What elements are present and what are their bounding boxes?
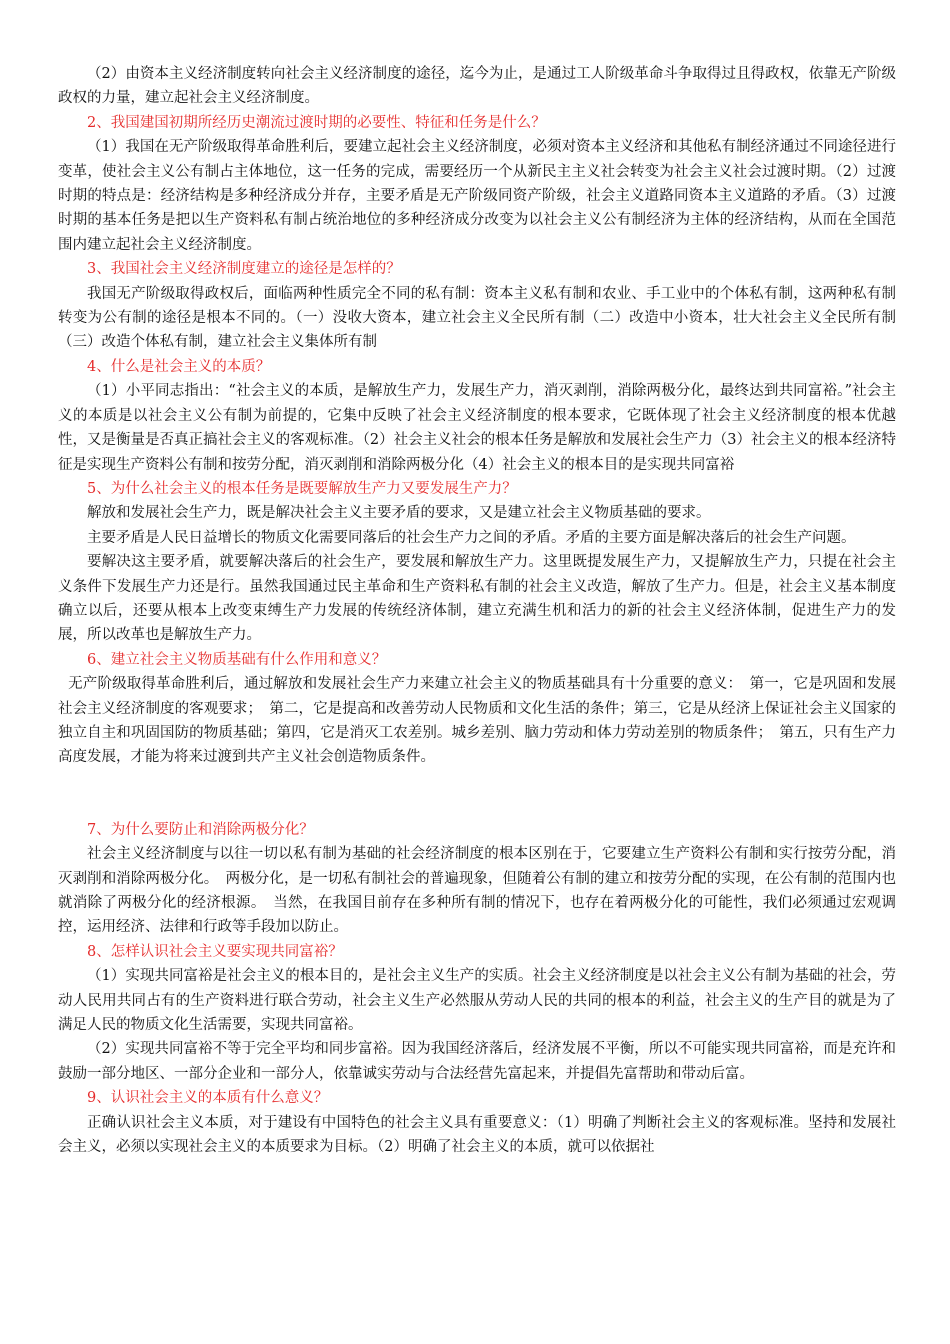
document-page [58,62,896,1159]
question-7-heading: 7、为什么要防止和消除两极分化？ [87,821,314,838]
question-4-answer: （1）小平同志指出：“社会主义的本质，是解放生产力，发展生产力，消灭剥削，消除两极分化，最终达到共同富裕。”社会主义的本质是以社会主义公有制为前提的，它集中反映了社会主义经济制度的根本要求，它既体现了社会主义经济制度的根本优越性，又是衡量是否真正搞社会主义的客观标准。（2）社会主义社会的根本任务是解放和发展社会生产力（3）社会主义的根本经济特征是实现生产资料公有制和按劳分配，消灭剥削和消除两极分化（4）社会主义的根本目的是实现共同富裕 [58,383,896,473]
question-6-heading: 6、建立社会主义物质基础有什么作用和意义？ [87,651,387,668]
question-6-answer: 无产阶级取得革命胜利后，通过解放和发展社会生产力来建立社会主义的物质基础具有十分重要的意义： 第一，它是巩固和发展社会主义经济制度的客观要求； 第二，它是提高和改善劳动人民物质和文化生活的条件；第三，它是从经济上保证社会主义国家的独立自主和巩固国防的物质基础；第四，它是消灭工农差别。城乡差别、脑力劳动和体力劳动差别的物质条件； 第五，只有生产力高度发展，才能为将来过渡到共产主义社会创造物质条件。 [58,676,896,766]
question-5-paragraph-1: 解放和发展社会生产力，既是解决社会主义主要矛盾的要求，又是建立社会主义物质基础的要求。 [87,505,711,522]
question-9-answer: 正确认识社会主义本质，对于建设有中国特色的社会主义具有重要意义：（1）明确了判断社会主义的客观标准。坚持和发展社会主义，必须以实现社会主义的本质要求为目标。（2）明确了社会主义的本质，就可以依据社 [58,1114,896,1156]
question-3-answer: 我国无产阶级取得政权后，面临两种性质完全不同的私有制：资本主义私有制和农业、手工业中的个体私有制，这两种私有制转变为公有制的途径是根本不同的。（一）没收大资本，建立社会主义全民所有制（二）改造中小资本，壮大社会主义全民所有制（三）改造个体私有制，建立社会主义集体所有制 [58,285,896,351]
blank-space [58,770,896,818]
question-2-heading: 2、我国建国初期所经历史潮流过渡时期的必要性、特征和任务是什么？ [87,114,546,131]
question-8-paragraph-1: （1）实现共同富裕是社会主义的根本目的，是社会主义生产的实质。社会主义经济制度是以社会主义公有制为基础的社会，劳动人民用共同占有的生产资料进行联合劳动，社会主义生产必然服从劳动人民的共同的根本的利益，社会主义的生产目的就是为了满足人民的物质文化生活需要，实现共同富裕。 [58,968,896,1034]
question-8-heading: 8、怎样认识社会主义要实现共同富裕？ [87,943,343,960]
question-5-heading: 5、为什么社会主义的根本任务是既要解放生产力又要发展生产力？ [87,480,517,497]
question-7-answer: 社会主义经济制度与以往一切以私有制为基础的社会经济制度的根本区别在于，它要建立生产资料公有制和实行按劳分配，消灭剥削和消除两极分化。 两极分化，是一切私有制社会的普遍现象，但随着公有制的建立和按劳分配的实现，在公有制的范围内也就消除了两极分化的经济根源。 当然，在我国目前存在多种所有制的情况下，也存在着两极分化的可能性，我们必须通过宏观调控，运用经济、法律和行政等手段加以防止。 [58,846,896,936]
question-2-answer: （1）我国在无产阶级取得革命胜利后，要建立起社会主义经济制度，必须对资本主义经济和其他私有制经济通过不同途径进行变革，使社会主义公有制占主体地位，这一任务的完成，需要经历一个从新民主主义社会转变为社会主义社会过渡时期。（2）过渡时期的特点是：经济结构是多种经济成分并存，主要矛盾是无产阶级同资产阶级，社会主义道路同资本主义道路的矛盾。（3）过渡时期的基本任务是把以生产资料私有制占统治地位的多种经济成分改变为以社会主义公有制经济为主体的经济结构，从而在全国范围内建立起社会主义经济制度。 [58,139,896,253]
question-9-heading: 9、认识社会主义的本质有什么意义？ [87,1090,329,1107]
question-8-paragraph-2: （2）实现共同富裕不等于完全平均和同步富裕。因为我国经济落后，经济发展不平衡，所以不可能实现共同富裕，而是充许和鼓励一部分地区、一部分企业和一部分人，依靠诚实劳动与合法经营先富起来，并提倡先富帮助和带动后富。 [58,1041,896,1082]
question-4-heading: 4、什么是社会主义的本质？ [87,358,271,375]
question-3-heading: 3、我国社会主义经济制度建立的途径是怎样的？ [87,261,401,278]
paragraph-route-transition: （2）由资本主义经济制度转向社会主义经济制度的途径，迄今为止，是通过工人阶级革命斗争取得过且得政权，依靠无产阶级政权的力量，建立起社会主义经济制度。 [58,66,896,107]
question-5-paragraph-2: 主要矛盾是人民日益增长的物质文化需要同落后的社会生产力之间的矛盾。矛盾的主要方面是解决落后的社会生产问题。 [87,529,856,546]
question-5-paragraph-3: 要解决这主要矛盾，就要解决落后的社会生产，要发展和解放生产力。这里既提发展生产力，又提解放生产力，只提在社会主义条件下发展生产力还是行。虽然我国通过民主革命和生产资料私有制的社会主义改造，解放了生产力。但是，社会主义基本制度确立以后，还要从根本上改变束缚生产力发展的传统经济体制，建立充满生机和活力的新的社会主义经济体制，促进生产力的发展，所以改革也是解放生产力。 [58,554,896,644]
